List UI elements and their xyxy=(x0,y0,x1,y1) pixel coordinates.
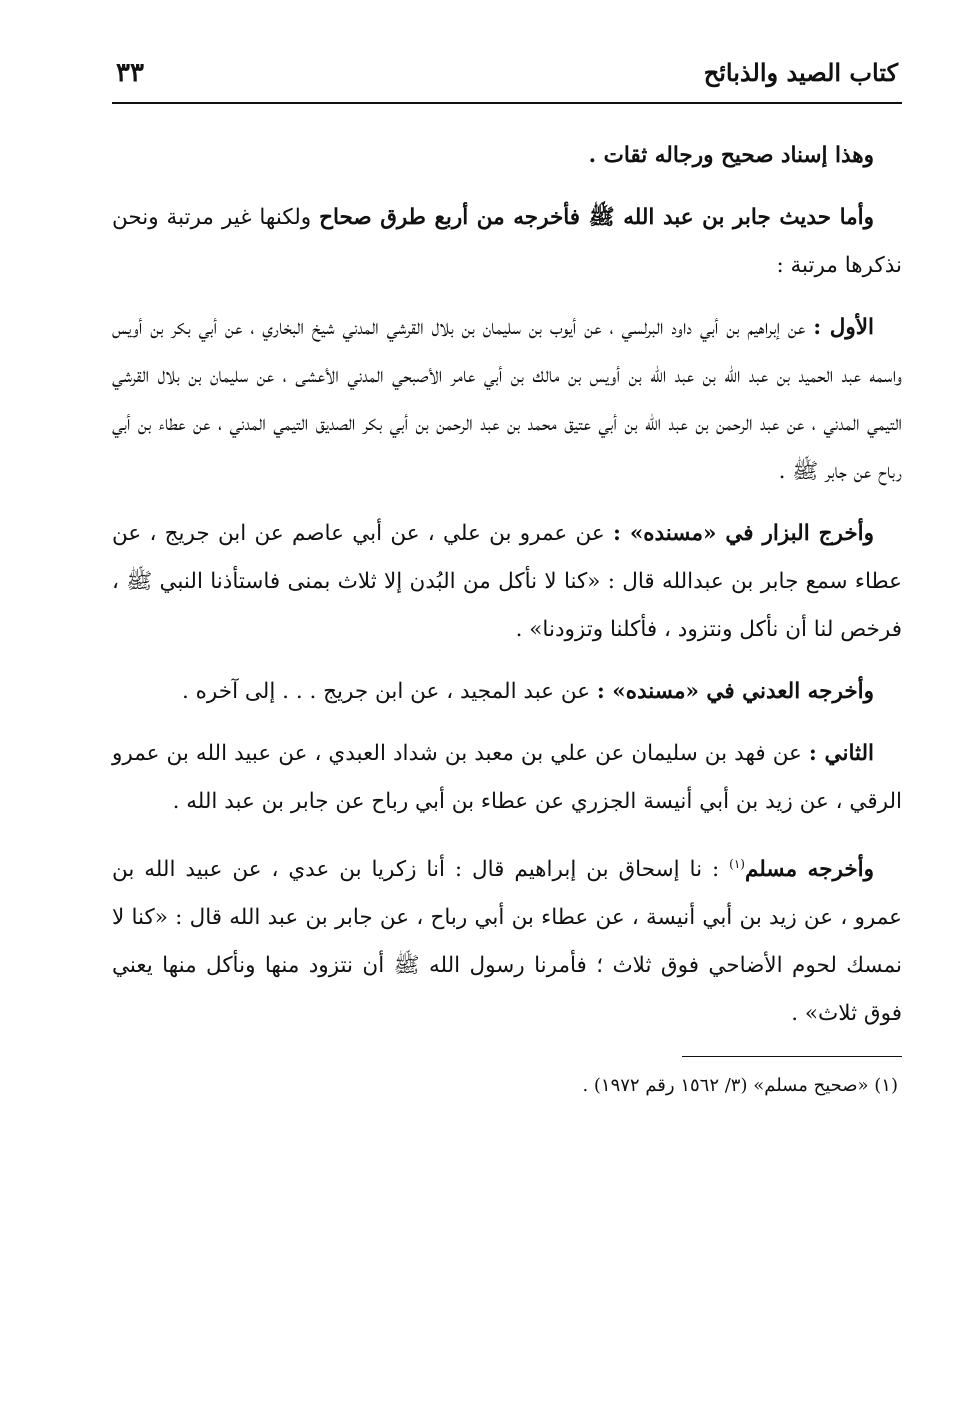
paragraph-text: : نا إسحاق بن إبراهيم قال : أنا زكريا بن عدي ، عن عبيد الله بن عمرو ، عن زيد بن أبي أنيسة ، عن عطاء بن أبي رباح ، عن جابر بن عبد الله قال : «كنا لا نمسك لحوم الأضاحي فوق ثلاث ؛ فأمرنا رسول الله ﷺ أن نتزود منها ونأكل منها يعني فوق ثلاث» . xyxy=(112,857,902,1027)
paragraph-lead: وأما حديث جابر بن عبد الله ﷺ فأخرجه من أربع طرق صحاح xyxy=(319,205,874,230)
footnote: (١) «صحيح مسلم» (٣/ ١٥٦٢ رقم ١٩٧٢) . xyxy=(582,1075,898,1097)
book-page xyxy=(112,58,902,1096)
paragraph-text: عن عمرو بن علي ، عن أبي عاصم عن ابن جريج ، عن عطاء سمع جابر بن عبدالله قال : «كنا لا نأكل من البُدن إلا ثلاث بمنى فاستأذنا النبي ﷺ ، فرخص لنا أن نأكل ونتزود ، فأكلنا وتزودنا» . xyxy=(112,521,902,642)
paragraph-text: عن إبراهيم بن أبي داود البرلسي ، عن أيوب بن سليمان بن بلال القرشي المدني شيخ البخاري ، عن أبي بكر بن أويس واسمه عبد الحميد بن عبد الله بن عبد الله بن أويس بن مالك بن أبي عامر الأصبحي المدني الأعشى ، عن سليمان بن بلال القرشي التيمي المدني ، عن عبد الرحمن بن عبد الله بن أبي عتيق محمد بن عبد الرحمن بن أبي بكر الصديق التيمي المدني ، عن عطاء بن أبي رباح عن جابر ﷺ . xyxy=(112,315,902,484)
page-number: ٣٣ xyxy=(116,58,144,88)
paragraph-lead: وهذا إسناد صحيح ورجاله ثقات . xyxy=(588,143,874,168)
paragraph xyxy=(112,304,902,496)
paragraph-text: ولكنها غير مرتبة ونحن نذكرها مرتبة : xyxy=(112,205,902,278)
header-rule xyxy=(112,102,902,104)
paragraph-text: عن عبد المجيد ، عن ابن جريج . . . إلى آخره . xyxy=(181,679,597,704)
paragraph-lead: وأخرجه العدني في «مسنده» : xyxy=(596,679,874,704)
paragraph-text: عن فهد بن سليمان عن علي بن معبد بن شداد العبدي ، عن عبيد الله بن عمرو الرقي ، عن زيد بن أبي أنيسة الجزري عن عطاء بن أبي رباح عن جابر بن عبد الله . xyxy=(112,741,902,814)
paragraph-lead: وأخرجه مسلم xyxy=(744,857,874,883)
paragraph xyxy=(112,194,902,290)
page-header xyxy=(112,58,902,98)
footnote-marker[interactable]: (١) xyxy=(729,857,745,871)
paragraph-lead: الأول : xyxy=(813,315,874,340)
paragraph-lead: وأخرج البزار في «مسنده» : xyxy=(612,521,874,546)
paragraph xyxy=(112,730,902,826)
paragraph xyxy=(112,840,902,1038)
paragraph-lead: الثاني : xyxy=(808,741,875,766)
paragraph xyxy=(112,668,902,716)
footnote-rule xyxy=(682,1056,902,1057)
paragraph xyxy=(112,132,902,180)
running-title: كتاب الصيد والذبائح xyxy=(703,58,898,87)
main-text xyxy=(112,132,902,1038)
paragraph xyxy=(112,510,902,654)
